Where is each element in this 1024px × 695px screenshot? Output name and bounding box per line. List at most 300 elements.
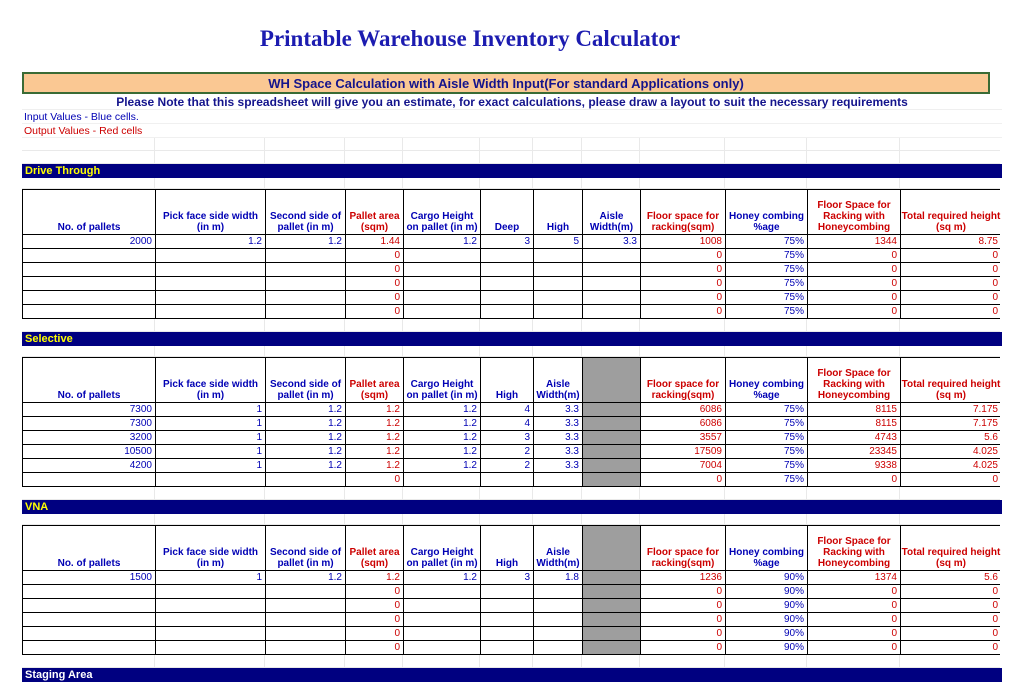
blocked-cell [583, 641, 640, 654]
empty-grid-cell [582, 319, 639, 331]
cell[interactable]: 75% [726, 431, 807, 444]
cell[interactable]: 1 [156, 571, 265, 584]
cell[interactable]: 0 [901, 613, 1001, 626]
cell[interactable]: 0 [346, 263, 403, 276]
cell[interactable]: 4.025 [901, 445, 1001, 458]
column-header-cell: Floor space for racking(sqm) [641, 358, 725, 402]
cell[interactable]: 10500 [23, 445, 155, 458]
cell[interactable] [23, 641, 155, 654]
empty-grid-cell [155, 346, 264, 356]
cell[interactable]: 1.2 [346, 417, 403, 430]
empty-grid-cell [582, 151, 639, 163]
cell[interactable] [404, 585, 480, 598]
cell[interactable]: 3.3 [534, 403, 582, 416]
cell[interactable]: 3 [481, 235, 533, 248]
empty-grid-cell [900, 487, 1000, 499]
column-header-cell: Aisle Width(m) [534, 526, 582, 570]
cell[interactable]: 3200 [23, 431, 155, 444]
cell[interactable]: 8.75 [901, 235, 1001, 248]
cell[interactable] [156, 291, 265, 304]
page-title: Printable Warehouse Inventory Calculator [259, 26, 681, 51]
cell[interactable]: 1 [156, 445, 265, 458]
cell[interactable]: 1.2 [156, 235, 265, 248]
cell[interactable] [156, 249, 265, 262]
cell[interactable]: 90% [726, 585, 807, 598]
cell[interactable]: 2 [481, 445, 533, 458]
cell[interactable] [404, 473, 480, 486]
empty-grid-cell [900, 178, 1000, 188]
empty-grid-cell [640, 487, 724, 499]
cell[interactable] [156, 599, 265, 612]
empty-grid-cell [807, 514, 899, 524]
cell[interactable]: 3557 [641, 431, 725, 444]
cell[interactable]: 0 [901, 305, 1001, 318]
blocked-cell [583, 473, 640, 486]
cell[interactable]: 0 [901, 263, 1001, 276]
cell[interactable]: 0 [901, 641, 1001, 654]
cell[interactable]: 0 [808, 249, 900, 262]
empty-grid-cell [345, 319, 402, 331]
empty-grid-cell [640, 138, 724, 150]
cell[interactable]: 75% [726, 249, 807, 262]
cell[interactable]: 1236 [641, 571, 725, 584]
cell[interactable]: 0 [901, 249, 1001, 262]
empty-grid-rows [22, 514, 1000, 525]
empty-grid-cell [403, 319, 479, 331]
cell[interactable]: 4.025 [901, 459, 1001, 472]
cell[interactable]: 90% [726, 599, 807, 612]
empty-grid-rows [22, 178, 1000, 189]
cell[interactable] [481, 277, 533, 290]
cell[interactable]: 0 [901, 585, 1001, 598]
empty-grid-cell [155, 151, 264, 163]
cell[interactable]: 5.6 [901, 431, 1001, 444]
empty-grid-cell [725, 655, 806, 667]
cell[interactable] [481, 599, 533, 612]
selective-table [22, 357, 1000, 487]
cell[interactable]: 1.2 [266, 431, 345, 444]
column-header-cell: Second side of pallet (in m) [266, 526, 345, 570]
cell[interactable] [583, 249, 640, 262]
column-header-cell: Pick face side width (in m) [156, 526, 265, 570]
legend-row-output [22, 124, 1002, 138]
cell[interactable] [481, 627, 533, 640]
cell[interactable] [534, 305, 582, 318]
cell[interactable]: 0 [346, 613, 403, 626]
cell[interactable] [156, 613, 265, 626]
cell[interactable] [481, 249, 533, 262]
cell[interactable]: 1.2 [346, 431, 403, 444]
blocked-cell [583, 403, 640, 416]
cell[interactable]: 1008 [641, 235, 725, 248]
cell[interactable] [266, 585, 345, 598]
empty-grid-cell [807, 178, 899, 188]
cell[interactable]: 1.2 [404, 235, 480, 248]
empty-grid-rows [22, 655, 1000, 668]
empty-grid-cell [582, 178, 639, 188]
empty-grid-cell [640, 514, 724, 524]
empty-grid-cell [533, 346, 581, 356]
empty-grid-cell [582, 487, 639, 499]
cell[interactable]: 0 [901, 473, 1001, 486]
cell[interactable] [534, 641, 582, 654]
empty-grid-cell [265, 138, 344, 150]
cell[interactable] [404, 291, 480, 304]
cell[interactable]: 75% [726, 263, 807, 276]
cell[interactable]: 75% [726, 417, 807, 430]
cell[interactable]: 0 [808, 291, 900, 304]
cell[interactable] [534, 263, 582, 276]
empty-grid-cell [900, 319, 1000, 331]
cell[interactable] [23, 599, 155, 612]
cell[interactable] [266, 627, 345, 640]
cell[interactable] [404, 641, 480, 654]
empty-grid-cell [265, 178, 344, 188]
cell[interactable]: 3 [481, 431, 533, 444]
cell[interactable]: 23345 [808, 445, 900, 458]
cell[interactable] [266, 277, 345, 290]
cell[interactable]: 1.2 [404, 459, 480, 472]
cell[interactable] [23, 291, 155, 304]
empty-grid-cell [345, 655, 402, 667]
cell[interactable] [23, 263, 155, 276]
cell[interactable]: 0 [808, 585, 900, 598]
cell[interactable]: 1.2 [404, 571, 480, 584]
cell[interactable]: 7300 [23, 417, 155, 430]
cell[interactable]: 0 [346, 599, 403, 612]
cell[interactable]: 0 [641, 599, 725, 612]
cell[interactable]: 0 [641, 641, 725, 654]
empty-grid-cell [480, 514, 532, 524]
cell[interactable] [156, 305, 265, 318]
cell[interactable] [266, 613, 345, 626]
cell[interactable]: 1.8 [534, 571, 582, 584]
column-header-cell: Second side of pallet (in m) [266, 358, 345, 402]
column-header-cell: High [481, 526, 533, 570]
cell[interactable]: 3.3 [583, 235, 640, 248]
cell[interactable]: 1.2 [404, 445, 480, 458]
cell[interactable]: 8115 [808, 403, 900, 416]
empty-grid-cell [345, 138, 402, 150]
cell[interactable] [266, 473, 345, 486]
empty-grid-cell [900, 138, 1000, 150]
column-header-cell: Floor Space for Racking with Honeycombing [808, 526, 900, 570]
empty-grid-cell [807, 655, 899, 667]
cell[interactable]: 1 [156, 417, 265, 430]
cell[interactable] [23, 249, 155, 262]
column-header-cell: Pick face side width (in m) [156, 358, 265, 402]
cell[interactable] [583, 305, 640, 318]
cell[interactable]: 1.2 [266, 445, 345, 458]
cell[interactable]: 1.2 [346, 571, 403, 584]
cell[interactable]: 0 [808, 263, 900, 276]
empty-grid-cell [533, 655, 581, 667]
cell[interactable]: 1.2 [266, 403, 345, 416]
cell[interactable]: 2 [481, 459, 533, 472]
cell[interactable]: 1 [156, 431, 265, 444]
cell[interactable]: 1 [156, 403, 265, 416]
cell[interactable]: 1.2 [404, 431, 480, 444]
cell[interactable]: 0 [346, 627, 403, 640]
cell[interactable] [266, 305, 345, 318]
cell[interactable] [481, 291, 533, 304]
cell[interactable]: 0 [641, 263, 725, 276]
cell[interactable] [23, 277, 155, 290]
cell[interactable] [156, 277, 265, 290]
cell[interactable]: 0 [346, 305, 403, 318]
cell[interactable]: 1.2 [346, 403, 403, 416]
cell[interactable]: 3.3 [534, 445, 582, 458]
cell[interactable]: 8115 [808, 417, 900, 430]
cell[interactable] [481, 263, 533, 276]
cell[interactable]: 7.175 [901, 403, 1001, 416]
cell[interactable]: 3.3 [534, 417, 582, 430]
column-header-cell: No. of pallets [23, 526, 155, 570]
blocked-cell [583, 585, 640, 598]
cell[interactable]: 0 [641, 585, 725, 598]
cell[interactable]: 1.2 [346, 445, 403, 458]
cell[interactable]: 1.2 [266, 459, 345, 472]
legend-input-values: Input Values - Blue cells. [24, 110, 139, 123]
cell[interactable]: 75% [726, 403, 807, 416]
empty-grid-cell [22, 138, 154, 150]
cell[interactable] [266, 249, 345, 262]
empty-grid-cell [480, 487, 532, 499]
blocked-cell [583, 417, 640, 430]
cell[interactable] [156, 473, 265, 486]
empty-grid-cell [403, 346, 479, 356]
cell[interactable]: 6086 [641, 403, 725, 416]
cell[interactable]: 75% [726, 235, 807, 248]
cell[interactable] [404, 249, 480, 262]
cell[interactable]: 3.3 [534, 459, 582, 472]
column-header-cell: Deep [481, 190, 533, 234]
column-header-cell: Honey combing %age [726, 526, 807, 570]
cell[interactable]: 5 [534, 235, 582, 248]
empty-grid-cell [807, 138, 899, 150]
cell[interactable] [534, 613, 582, 626]
empty-grid-cell [155, 319, 264, 331]
cell[interactable]: 0 [808, 473, 900, 486]
blocked-cell [583, 445, 640, 458]
empty-grid-cell [155, 138, 264, 150]
cell[interactable] [266, 641, 345, 654]
cell[interactable]: 1.2 [346, 459, 403, 472]
empty-grid-cell [807, 319, 899, 331]
cell[interactable]: 0 [901, 291, 1001, 304]
empty-grid-cell [265, 346, 344, 356]
empty-grid-cell [725, 138, 806, 150]
cell[interactable]: 0 [346, 291, 403, 304]
cell[interactable]: 0 [808, 599, 900, 612]
empty-grid-cell [265, 514, 344, 524]
cell[interactable] [266, 291, 345, 304]
cell[interactable] [481, 641, 533, 654]
cell[interactable]: 90% [726, 641, 807, 654]
cell[interactable] [481, 613, 533, 626]
cell[interactable] [534, 277, 582, 290]
empty-grid-cell [640, 151, 724, 163]
cell[interactable] [481, 473, 533, 486]
cell[interactable] [534, 291, 582, 304]
cell[interactable]: 90% [726, 571, 807, 584]
cell[interactable]: 5.6 [901, 571, 1001, 584]
column-header-cell: Total required height (sq m) [901, 190, 1001, 234]
cell[interactable] [583, 277, 640, 290]
blocked-cell [583, 431, 640, 444]
empty-grid-cell [480, 346, 532, 356]
cell[interactable] [583, 263, 640, 276]
cell[interactable]: 0 [346, 249, 403, 262]
empty-grid-cell [725, 487, 806, 499]
cell[interactable]: 0 [346, 277, 403, 290]
cell[interactable]: 75% [726, 305, 807, 318]
cell[interactable]: 7.175 [901, 417, 1001, 430]
cell[interactable] [23, 473, 155, 486]
column-header-cell: Floor Space for Racking with Honeycombing [808, 190, 900, 234]
blocked-cell [583, 627, 640, 640]
column-header-cell: Cargo Height on pallet (in m) [404, 190, 480, 234]
cell[interactable]: 0 [808, 305, 900, 318]
cell[interactable]: 4743 [808, 431, 900, 444]
section-banner-staging-area: Staging Area [22, 668, 1002, 682]
cell[interactable]: 6086 [641, 417, 725, 430]
cell[interactable]: 1 [156, 459, 265, 472]
cell[interactable]: 7004 [641, 459, 725, 472]
column-header-cell: Cargo Height on pallet (in m) [404, 358, 480, 402]
empty-grid-cell [265, 151, 344, 163]
cell[interactable] [404, 277, 480, 290]
column-header-cell: High [481, 358, 533, 402]
empty-grid-cell [582, 655, 639, 667]
cell[interactable] [404, 599, 480, 612]
cell[interactable]: 90% [726, 613, 807, 626]
cell[interactable]: 0 [641, 627, 725, 640]
cell[interactable] [534, 473, 582, 486]
legend-row-input [22, 110, 1002, 124]
column-header-cell: Total required height (sq m) [901, 526, 1001, 570]
cell[interactable]: 4 [481, 403, 533, 416]
column-header-cell: Honey combing %age [726, 190, 807, 234]
cell[interactable] [534, 599, 582, 612]
empty-grid-cell [22, 514, 154, 524]
cell[interactable]: 75% [726, 445, 807, 458]
cell[interactable] [156, 641, 265, 654]
cell[interactable] [534, 585, 582, 598]
cell[interactable]: 1.2 [404, 403, 480, 416]
cell[interactable]: 9338 [808, 459, 900, 472]
legend-output-values: Output Values - Red cells [24, 124, 143, 137]
cell[interactable] [23, 613, 155, 626]
empty-grid-cell [480, 655, 532, 667]
cell[interactable]: 1.2 [404, 417, 480, 430]
cell[interactable] [23, 305, 155, 318]
cell[interactable]: 0 [641, 249, 725, 262]
cell[interactable]: 0 [808, 641, 900, 654]
cell[interactable]: 90% [726, 627, 807, 640]
cell[interactable] [481, 585, 533, 598]
empty-grid-rows [22, 346, 1000, 357]
cell[interactable]: 0 [901, 599, 1001, 612]
cell[interactable]: 0 [808, 627, 900, 640]
cell[interactable]: 0 [901, 277, 1001, 290]
cell[interactable] [266, 263, 345, 276]
empty-grid-cell [265, 655, 344, 667]
cell[interactable]: 1.44 [346, 235, 403, 248]
cell[interactable]: 0 [641, 277, 725, 290]
cell[interactable]: 0 [641, 473, 725, 486]
cell[interactable]: 2000 [23, 235, 155, 248]
cell[interactable]: 4 [481, 417, 533, 430]
empty-grid-cell [22, 346, 154, 356]
cell[interactable]: 0 [346, 585, 403, 598]
empty-grid-cell [155, 514, 264, 524]
column-header-cell: Cargo Height on pallet (in m) [404, 526, 480, 570]
cell[interactable]: 75% [726, 473, 807, 486]
cell[interactable] [534, 627, 582, 640]
cell[interactable] [404, 305, 480, 318]
blocked-cell [583, 613, 640, 626]
cell[interactable]: 0 [346, 473, 403, 486]
section-banner-selective: Selective [22, 332, 1002, 346]
cell[interactable] [404, 627, 480, 640]
cell[interactable] [534, 249, 582, 262]
cell[interactable]: 1.2 [266, 571, 345, 584]
cell[interactable] [156, 585, 265, 598]
column-header-cell: Floor space for racking(sqm) [641, 190, 725, 234]
cell[interactable] [266, 599, 345, 612]
cell[interactable]: 1374 [808, 571, 900, 584]
cell[interactable] [583, 291, 640, 304]
cell[interactable]: 75% [726, 291, 807, 304]
cell[interactable]: 1344 [808, 235, 900, 248]
cell[interactable] [23, 627, 155, 640]
cell[interactable] [156, 627, 265, 640]
cell[interactable]: 1.2 [266, 417, 345, 430]
empty-grid-cell [533, 319, 581, 331]
cell[interactable]: 17509 [641, 445, 725, 458]
cell[interactable]: 1.2 [266, 235, 345, 248]
cell[interactable]: 1500 [23, 571, 155, 584]
cell[interactable]: 75% [726, 277, 807, 290]
cell[interactable]: 0 [808, 277, 900, 290]
cell[interactable]: 0 [641, 305, 725, 318]
cell[interactable]: 3 [481, 571, 533, 584]
cell[interactable]: 75% [726, 459, 807, 472]
empty-grid-cell [900, 514, 1000, 524]
cell[interactable]: 0 [346, 641, 403, 654]
empty-grid-cell [403, 655, 479, 667]
empty-grid-cell [403, 514, 479, 524]
cell[interactable] [23, 585, 155, 598]
cell[interactable] [481, 305, 533, 318]
cell[interactable] [404, 263, 480, 276]
cell[interactable]: 0 [808, 613, 900, 626]
empty-grid-cell [533, 514, 581, 524]
column-header-cell: High [534, 190, 582, 234]
cell[interactable]: 0 [901, 627, 1001, 640]
cell[interactable] [404, 613, 480, 626]
empty-grid-cell [725, 151, 806, 163]
cell[interactable] [156, 263, 265, 276]
cell[interactable]: 4200 [23, 459, 155, 472]
cell[interactable]: 0 [641, 291, 725, 304]
cell[interactable]: 7300 [23, 403, 155, 416]
cell[interactable]: 3.3 [534, 431, 582, 444]
cell[interactable]: 0 [641, 613, 725, 626]
empty-grid-rows [22, 138, 1000, 164]
empty-grid-cell [403, 487, 479, 499]
